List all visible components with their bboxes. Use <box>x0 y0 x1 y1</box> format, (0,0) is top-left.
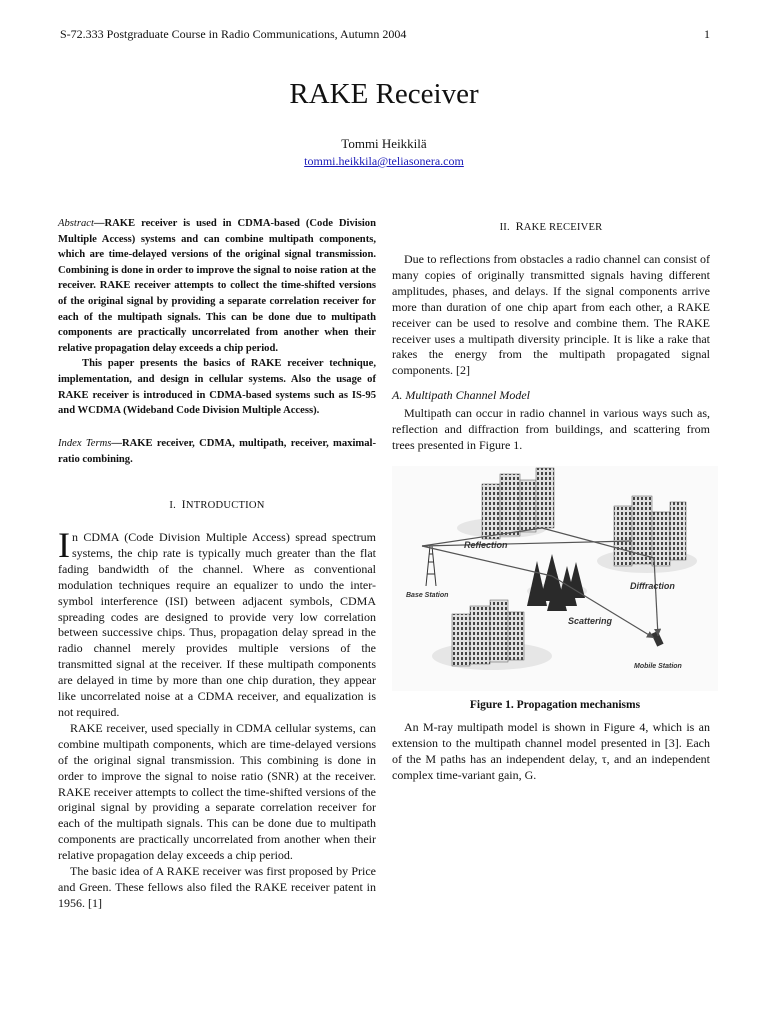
index-terms-label: Index Terms <box>58 438 112 449</box>
page-number: 1 <box>704 27 710 41</box>
author-name: Tommi Heikkilä <box>341 136 427 151</box>
intro-paragraph-1: n CDMA (Code Division Multiple Access) spread spectrum systems, the chip rate is typically much greater than the flat fading bandwidth of the channel. Where as conventional modulation techniques require an equalizer to undo the inter-symbol interference (ISI) between adjacent symbols, CDMA spreading codes are designed to provide very low correlation between successive chips. Thus, propagation delay spread in the radio channel merely provides multiple versions of the transmitted signal at the receiver. If these multipath components are delayed in time by more than one chip duration, they appear like uncorrelated noise at a CDMA receiver, and equalization is not required. <box>58 530 376 719</box>
mray-paragraph: An M-ray multipath model is shown in Figure 4, which is an extension to the multipath channel model presented in [3]. Each of the M paths has an independent delay, τ, and an independent complex time-variant gain, G. <box>392 720 710 782</box>
rake-receiver-body <box>392 252 710 379</box>
base-station-icon <box>426 546 436 586</box>
label-base-station: Base Station <box>406 592 449 599</box>
section-number: II. <box>499 222 510 233</box>
figure-propagation <box>392 466 718 691</box>
introduction-body <box>58 525 376 912</box>
paper-title: RAKE Receiver <box>289 78 479 110</box>
section-title-rest: NTRODUCTION <box>185 500 265 511</box>
intro-paragraph-2: RAKE receiver, used specially in CDMA cellular systems, can combine multipath components, which are time-delayed versions of the original signal transmission. This combining is done in order to improve the signal to noise ratio (SNR) at the receiver. RAKE receiver attempts to collect the time-shifted versions of the original signal by providing a separate correlation receiver for each of the multipath signals. This can be done due to multipath components are practically uncorrelated from another when their relative propagation delay exceeds a chip period. <box>58 720 376 863</box>
subsection-heading-multipath: A. Multipath Channel Model <box>392 388 530 402</box>
multipath-body <box>392 406 710 454</box>
drop-cap: I <box>58 525 70 565</box>
abstract-paragraph-1: RAKE receiver is used in CDMA-based (Code Division Multiple Access) systems and can combine multipath components, which are time-delayed versions of the original signal transmission. Combining is done in order to improve the signal to noise ration at the receiver. RAKE receiver attempts to collect the time-shifted versions of the original signal by providing a separate correlation receiver for each of the multipath signals. This can be done due to multipath components are practically uncorrelated from another when their relative propagation delay exceeds a chip period. <box>58 218 376 354</box>
trees-scattering <box>527 554 585 611</box>
section-heading-introduction <box>58 497 376 512</box>
abstract-paragraph-2: This paper presents the basics of RAKE receiver technique, implementation, and design in cellular systems. Also the usage of RAKE receiver is introduced in CDMA-based systems such as IS-95 and WCDMA (Wideband Code Division Multiple Access). <box>58 358 376 417</box>
index-terms <box>58 436 376 467</box>
abstract-label: Abstract <box>58 218 94 229</box>
label-mobile-station: Mobile Station <box>634 663 682 670</box>
author-email <box>0 154 768 169</box>
propagation-diagram <box>392 466 718 691</box>
figure-caption: Figure 1. Propagation mechanisms <box>469 699 641 711</box>
multipath-paragraph: Multipath can occur in radio channel in various ways such as, reflection and diffraction from buildings, and scattering from trees presented in Figure 1. <box>392 406 710 452</box>
section-heading-rake-receiver <box>392 219 710 234</box>
label-scattering: Scattering <box>568 616 613 626</box>
running-header: S-72.333 Postgraduate Course in Radio Communications, Autumn 2004 <box>60 27 407 41</box>
abstract <box>58 216 376 419</box>
section-number: I. <box>169 500 176 511</box>
buildings-bottom <box>452 600 524 666</box>
rake-paragraph-1: Due to reflections from obstacles a radio channel can consist of many copies of originally transmitted signals having different amplitudes, phases, and delays. If the signal components arrive more than duration of one chip apart from each other, a RAKE receiver can be used to resolve and combine them. The RAKE receiver uses a multipath diversity principle. It is like a rake that rakes the energy from the multipath propagated signal components. [2] <box>392 252 710 378</box>
author-email-link[interactable]: tommi.heikkila@teliasonera.com <box>304 154 464 168</box>
section-initial: I <box>181 497 186 511</box>
mray-body <box>392 720 710 784</box>
label-diffraction: Diffraction <box>630 581 675 591</box>
intro-paragraph-3: The basic idea of A RAKE receiver was first proposed by Price and Green. These fellows also filed the RAKE receiver patent in 1956. [1] <box>58 864 376 910</box>
buildings-diffraction <box>614 496 686 566</box>
section-title-rest: AKE RECEIVER <box>523 222 603 233</box>
index-terms-dash: — <box>111 438 122 449</box>
label-reflection: Reflection <box>464 540 508 550</box>
abstract-dash: — <box>93 218 105 229</box>
section-initial: R <box>515 219 524 233</box>
index-terms-text: RAKE receiver, CDMA, multipath, receiver, maximal-ratio combining. <box>58 438 376 465</box>
